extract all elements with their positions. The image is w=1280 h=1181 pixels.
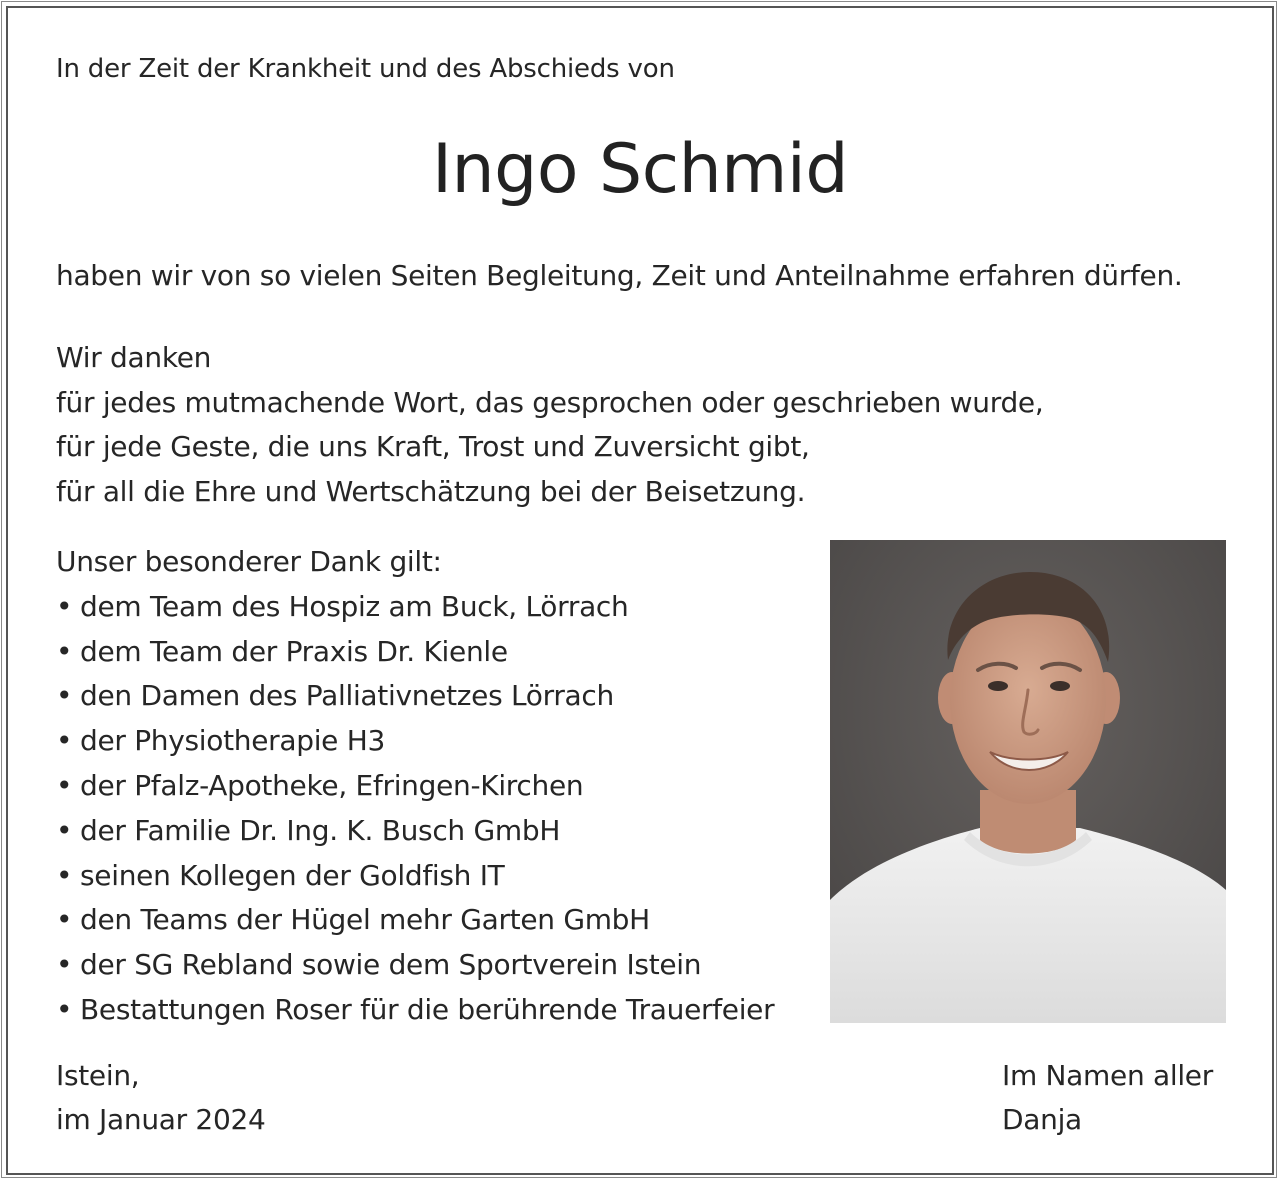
- date-line: im Januar 2024: [56, 1103, 266, 1136]
- bullet-icon: •: [56, 948, 73, 982]
- bullet-icon: •: [56, 589, 73, 623]
- list-item: [56, 854, 774, 899]
- list-item: [56, 943, 774, 988]
- list-item: [56, 674, 774, 719]
- thanks-line: für jedes mutmachende Wort, das gesprochen oder geschrieben wurde,: [56, 385, 1044, 419]
- list-item-text: den Teams der Hügel mehr Garten GmbH: [80, 903, 650, 937]
- list-item: [56, 898, 774, 943]
- list-item: [56, 630, 774, 675]
- special-thanks-heading: Unser besonderer Dank gilt:: [56, 545, 442, 578]
- bullet-icon: •: [56, 768, 73, 802]
- signature-line: Im Namen aller: [1002, 1059, 1213, 1092]
- place-line: Istein,: [56, 1059, 140, 1092]
- bullet-icon: •: [56, 903, 73, 937]
- thanks-block: [56, 336, 1043, 514]
- lead-line: haben wir von so vielen Seiten Begleitung, Zeit und Anteilnahme erfahren dürfen.: [56, 259, 1183, 292]
- intro-line: In der Zeit der Krankheit und des Abschieds von: [56, 54, 675, 84]
- thanks-line: für jede Geste, die uns Kraft, Trost und Zuversicht gibt,: [56, 430, 810, 463]
- thanks-line: Wir danken: [56, 341, 212, 374]
- list-item: [56, 764, 774, 809]
- bullet-icon: •: [56, 858, 73, 892]
- bullet-icon: •: [56, 679, 73, 713]
- portrait-photo: [830, 540, 1226, 1023]
- list-item: [56, 988, 774, 1033]
- list-item-text: der Familie Dr. Ing. K. Busch GmbH: [80, 813, 561, 847]
- list-item-text: dem Team der Praxis Dr. Kienle: [80, 634, 508, 668]
- list-item-text: der SG Rebland sowie dem Sportverein Istein: [80, 948, 702, 982]
- signature-name: Danja: [1002, 1103, 1082, 1136]
- list-item-text: der Physiotherapie H3: [80, 724, 385, 758]
- list-item: [56, 809, 774, 854]
- signature: [1002, 1054, 1213, 1142]
- list-item-text: der Pfalz-Apotheke, Efringen-Kirchen: [80, 768, 584, 802]
- bullet-icon: •: [56, 992, 73, 1026]
- list-item-text: Bestattungen Roser für die berührende Trauerfeier: [80, 992, 775, 1026]
- list-item-text: dem Team des Hospiz am Buck, Lörrach: [80, 589, 629, 623]
- thanks-line: für all die Ehre und Wertschätzung bei der Beisetzung.: [56, 474, 806, 508]
- list-item-text: seinen Kollegen der Goldfish IT: [80, 858, 505, 892]
- bullet-icon: •: [56, 724, 73, 758]
- bullet-icon: •: [56, 634, 73, 668]
- bullet-icon: •: [56, 813, 73, 847]
- portrait-illustration: [830, 540, 1226, 1023]
- list-item: [56, 585, 774, 630]
- deceased-name: Ingo Schmid: [432, 130, 848, 209]
- special-thanks-list: [56, 540, 774, 1033]
- place-date: [56, 1054, 266, 1142]
- list-item: [56, 719, 774, 764]
- list-item-text: den Damen des Palliativnetzes Lörrach: [80, 679, 614, 713]
